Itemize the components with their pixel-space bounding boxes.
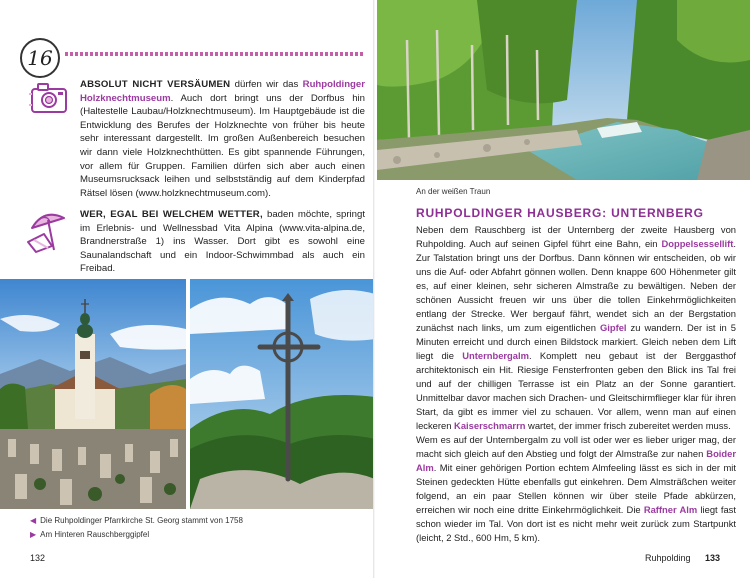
camera-icon xyxy=(28,80,70,116)
caption-river: An der weißen Traun xyxy=(416,187,491,196)
running-head: Ruhpolding xyxy=(645,553,691,563)
right-page xyxy=(375,0,750,578)
section-title: RUHPOLDINGER HAUSBERG: UNTERNBERG xyxy=(416,206,704,220)
tip-number-badge: 16 xyxy=(20,38,60,78)
river-photo xyxy=(377,0,750,180)
caption-cross: ▶ Am Hinteren Rauschberggipfel xyxy=(30,530,150,539)
highlight-raffner-alm: Raffner Alm xyxy=(643,504,698,515)
beach-umbrella-icon xyxy=(24,206,72,254)
highlight-gipfel: Gipfel xyxy=(599,322,627,333)
museum-paragraph: ABSOLUT NICHT VERSÄUMEN dürfen wir das Ruhpoldinger Holzknechtmuseum. Auch dort bringt uns der Dorfbus hin (Haltestelle Laubau/Holzknechtmuseum). Im Hauptgebäude ist die Entwicklung des Berufes der Holzknechte von früher bis heute sehr interessant dargestellt. Im großen Außenbereich besuchen wir dann viele Holzknechthütten. Es gibt spannende Führungen, vor allem für Gruppen. Familien dürfen sich aber auch einen Museumsrucksack leihen und selbstständig auf dem Kinderpfad Rätsel lösen (www.holzknechtmuseum.com). xyxy=(80,79,365,199)
swimming-paragraph: WER, EGAL BEI WELCHEM WETTER, baden möchte, springt im Erlebnis- und Wellnessbad Vita Alpina (www.vita-alpina.de, Brandnerstraße 1) ins Wasser. Dort gibt es sowohl eine Saunalandschaft und ein Indoor-Schwimmbad als auch ein Freibad. xyxy=(80,209,365,275)
highlight-kaiserschmarrn: Kaiserschmarrn xyxy=(454,420,526,431)
museum-link[interactable]: Ruhpoldinger Holzknechtmuseum xyxy=(80,79,365,104)
summit-cross-photo xyxy=(190,279,375,509)
highlight-boider-alm: Boider Alm xyxy=(416,448,736,473)
left-triangle-icon: ◀ xyxy=(30,516,37,525)
page-number-right: 133 xyxy=(705,553,721,563)
church-photo xyxy=(0,279,186,509)
decorative-dash-rule xyxy=(65,52,363,56)
page-number-left: 132 xyxy=(30,553,46,563)
right-triangle-icon: ▶ xyxy=(30,530,37,539)
highlight-unternbergalm: Unternbergalm xyxy=(462,350,529,361)
unternberg-article: Neben dem Rauschberg ist der Unternberg der zweite Hausberg von Ruhpolding. Auch auf seinen Gipfel führt eine Bahn, ein Doppelsessellift. Zur Talstation bringt uns der Dorfbus. Dann können wir entscheiden, ob wir uns die Auf- oder Abfahrt gönnen wollen. Denn knappe 600 Höhenmeter gilt es, auf einer kleinen, sehr sicheren Almstraße zu bewältigen. Neben der schönen Aussicht freuen wir uns über die tollen Einkehrmöglichkeiten entlang der Strecke. Wer bergauf fährt, wendet sich an der Bergstation zunächst nach links, um zum eigentlichen Gipfel zu wandern. Der ist in 5 Minuten erreicht und durch einen Bildstock markiert. Gleich neben dem Lift liegt die Unternbergalm. Komplett neu gebaut ist der Berggasthof architektonisch ein Hit. Riesige Fensterfronten geben den Blick ins Tal frei und auf der chilligen Terrasse ist ein Platz an der Sonne garantiert. Unmittelbar davor machen sich Drachen- und Gleitschirmflieger klar für ihren Start, da gibt es immer viel zu schauen. Vor allem, wenn man auf einen leckeren Kaiserschmarrn wartet, der immer frisch zubereitet werden muss. Wem es auf der Unternbergalm zu voll ist oder wer es lieber uriger mag, der macht sich gleich auf den Abstieg und folgt der Almstraße zur nahen Boider Alm. Mit einer gehörigen Portion echtem Almfeeling lässt es sich in der mit Steinen gedeckten Hütte ebenfalls gut einkehren. Dem Almsträßchen weiter folgend, an ein paar Stellen können wir über steile Pfade abkürzen, erreichen wir noch eine dritte Einkehrmöglichkeit. Die Raffner Alm liegt fast schon wieder im Tal. Von dort ist es nicht mehr weit zurück zum Startpunkt (leicht, 2 Std., 600 Hm, 5 km). xyxy=(416,224,736,543)
highlight-doppelsessellift: Doppelsessellift xyxy=(661,238,734,249)
caption-church: ◀ Die Ruhpoldinger Pfarrkirche St. Georg stammt von 1758 xyxy=(30,516,243,525)
